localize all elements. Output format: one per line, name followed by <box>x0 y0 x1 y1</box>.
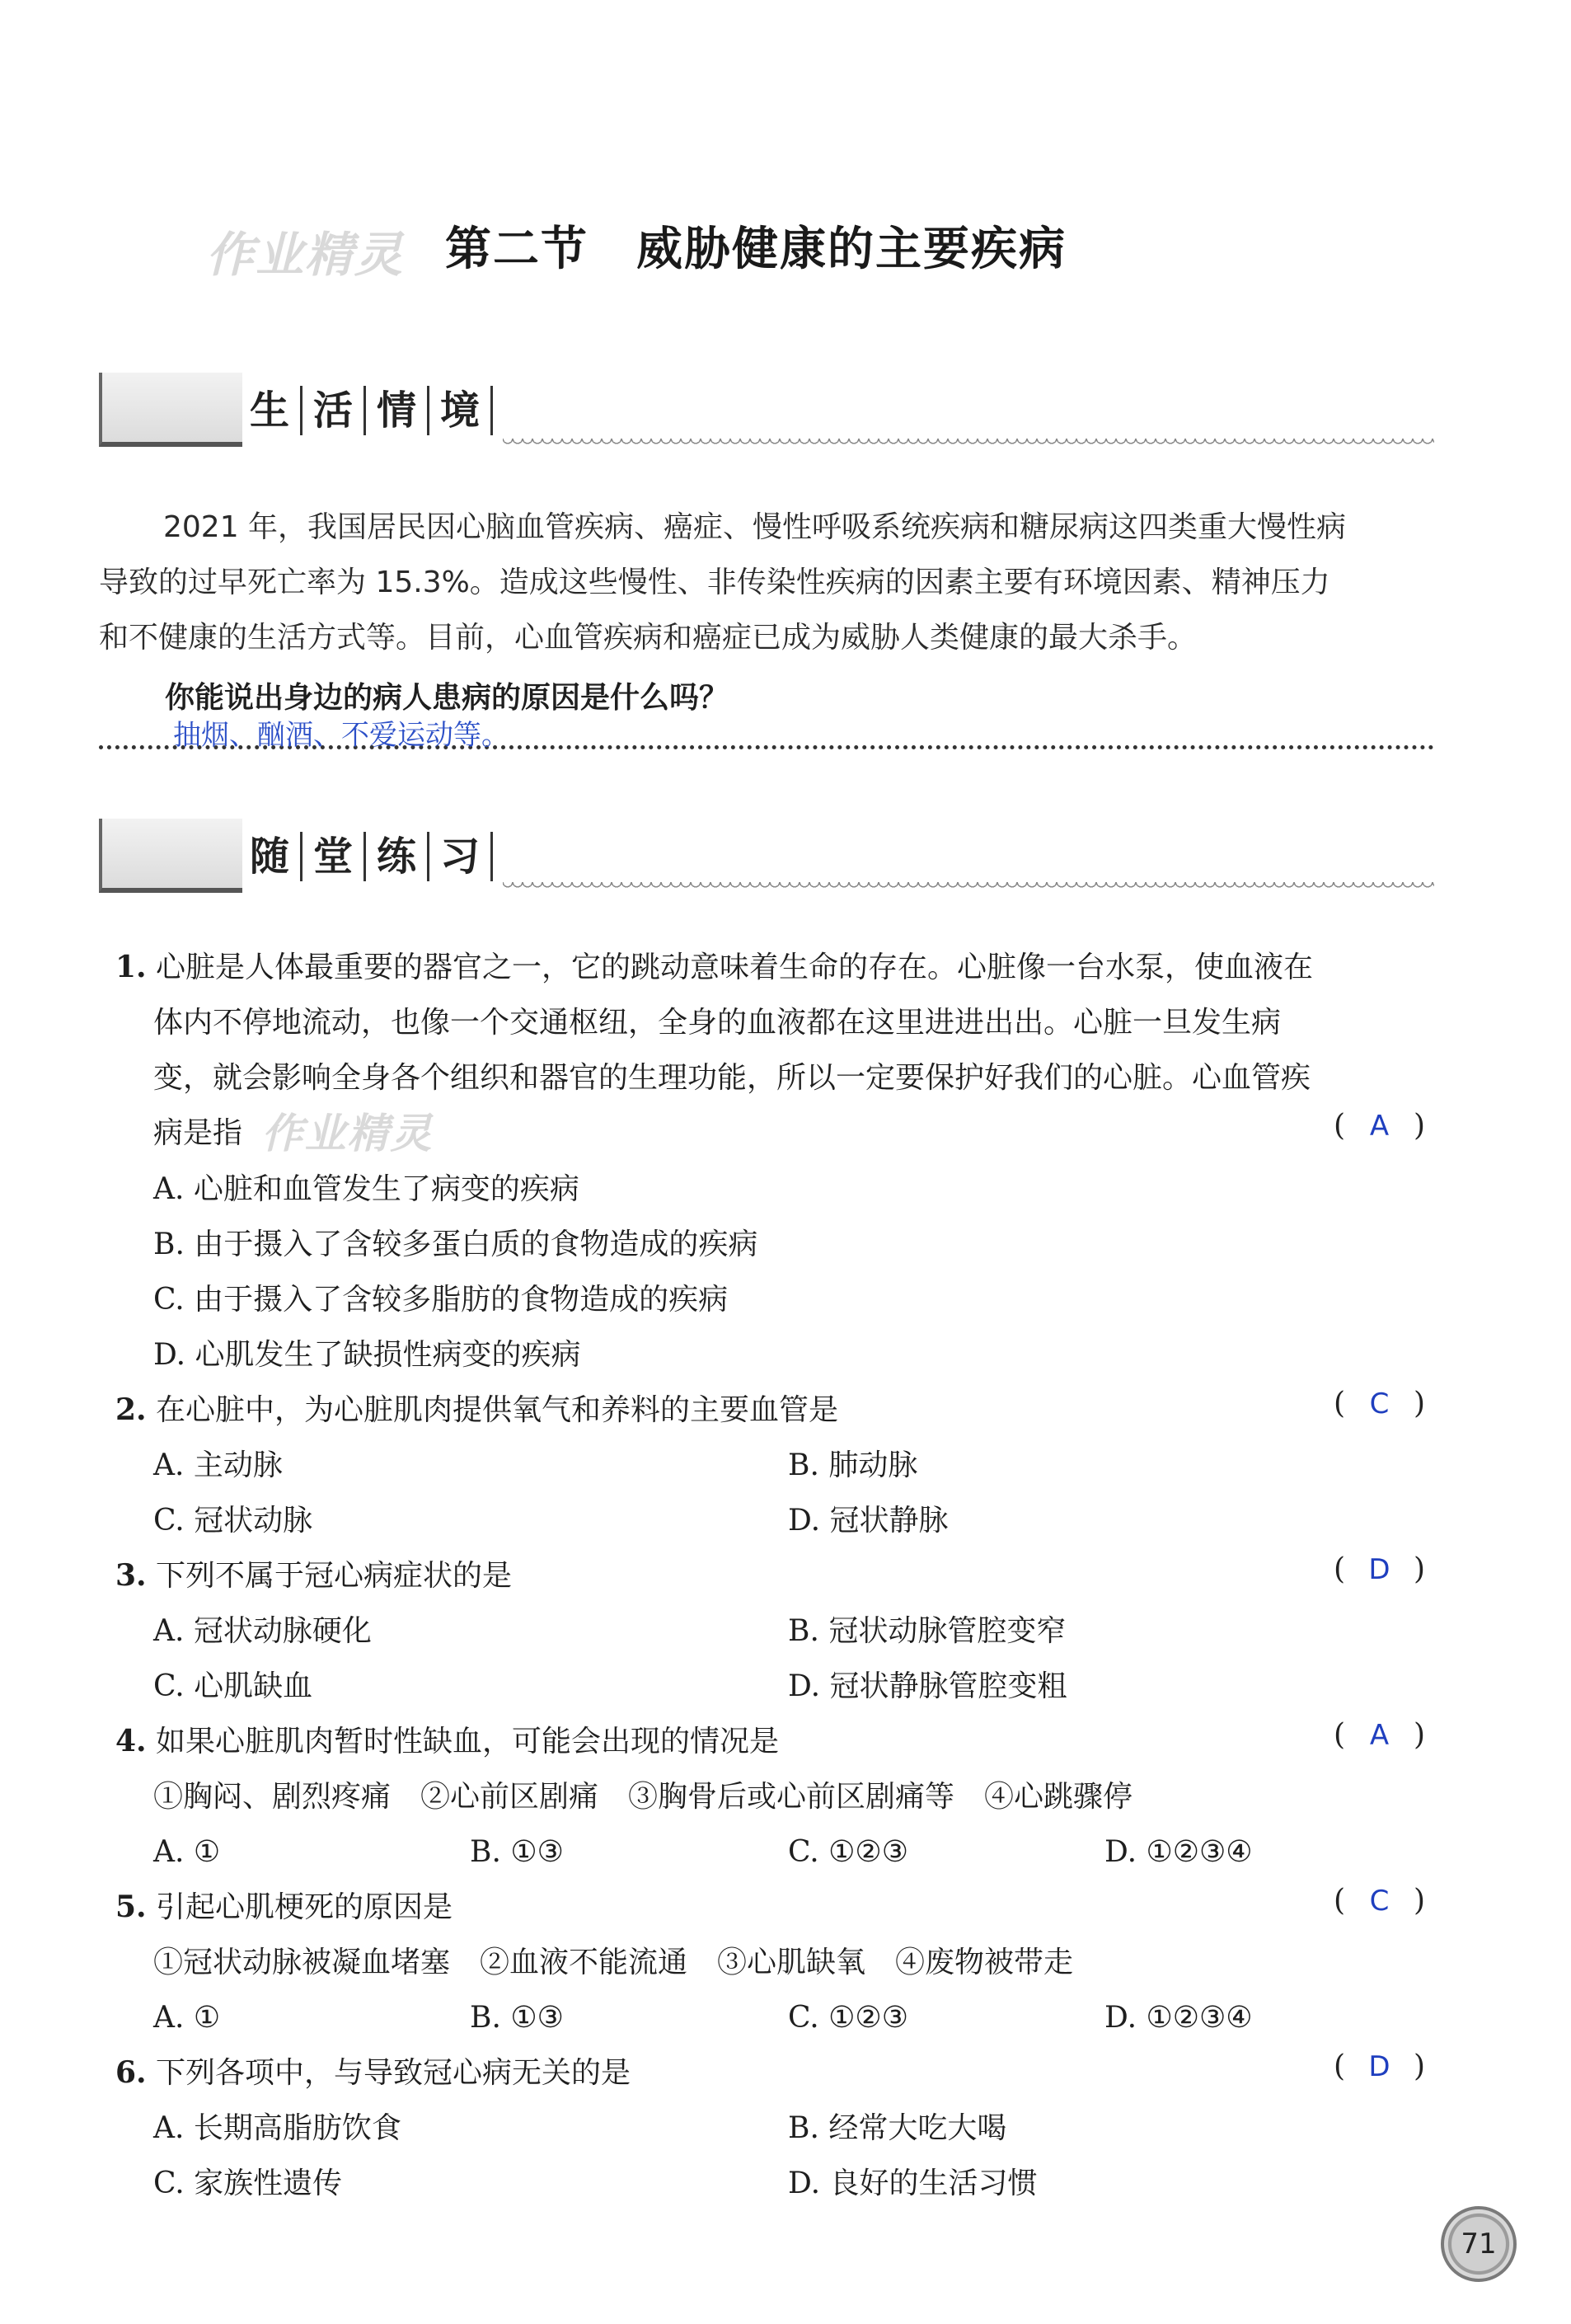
options-row <box>115 1603 1451 1659</box>
option-a: A. ① <box>153 1835 221 1869</box>
question-number: 1. <box>115 950 147 984</box>
section-title-practice <box>239 832 493 881</box>
answer-value: A <box>1369 1110 1390 1143</box>
context-question: 你能说出身边的病人患病的原因是什么吗？ <box>165 681 729 715</box>
section-title-life <box>239 386 493 435</box>
section-title-char: 堂 <box>302 832 366 881</box>
question-2 <box>115 1383 1451 1548</box>
section-divider <box>503 882 1434 890</box>
answer-bracket-5: ( C ) <box>1334 1884 1425 1918</box>
option-b: B. ①③ <box>470 1835 564 1869</box>
option-d: D. 冠状静脉管腔变粗 <box>788 1669 1067 1703</box>
question-2-line <box>115 1383 1451 1438</box>
question-5-line <box>115 1880 1451 1935</box>
section-title-char: 生 <box>239 386 302 435</box>
option-c: C. 家族性遗传 <box>153 2167 343 2200</box>
answer-bracket-2: ( C ) <box>1334 1387 1425 1420</box>
question-4 <box>115 1714 1451 1880</box>
option-b: B. ①③ <box>470 2001 564 2035</box>
option-a: A. 主动脉 <box>153 1448 283 1482</box>
question-text: 病是指 <box>153 1116 243 1150</box>
options-row <box>115 1990 1451 2045</box>
answer-bracket-1: ( A ) <box>1334 1109 1425 1143</box>
section-title-char: 情 <box>366 386 429 435</box>
option-a: A. 长期高脂肪饮食 <box>153 2111 401 2145</box>
answer-bracket-4: ( A ) <box>1334 1718 1425 1752</box>
section-title-char: 活 <box>302 386 366 435</box>
option-d: D. 良好的生活习惯 <box>788 2167 1038 2200</box>
question-1-line <box>115 940 1451 995</box>
paragraph-line: 导致的过早死亡率为 15.3%。造成这些慢性、非传染性疾病的因素主要有环境因素、精神压力 <box>99 566 1330 599</box>
page-title: 第二节 威胁健康的主要疾病 <box>445 222 1067 276</box>
option-c: C. 心肌缺血 <box>153 1669 313 1703</box>
options-row <box>115 2156 1451 2211</box>
question-1-line: 体内不停地流动，也像一个交通枢纽，全身的血液都在这里进进出出。心脏一旦发生病 <box>153 1006 1282 1040</box>
answer-value: D <box>1368 1553 1390 1586</box>
question-4-line <box>115 1714 1451 1769</box>
question-3-line <box>115 1548 1451 1603</box>
options-row <box>115 2101 1451 2156</box>
answer-value: C <box>1369 1885 1390 1918</box>
options-row <box>115 1438 1451 1493</box>
question-number: 2. <box>115 1392 147 1427</box>
option-b: B. 经常大吃大喝 <box>788 2111 1007 2145</box>
question-1 <box>115 940 1451 1383</box>
answer-bracket-3: ( D ) <box>1334 1552 1425 1586</box>
question-text: 下列各项中，与导致冠心病无关的是 <box>156 2056 631 2090</box>
handwritten-answer: 抽烟、酗酒、不爱运动等。 <box>173 719 509 752</box>
section-title-char: 境 <box>429 386 493 435</box>
question-number: 3. <box>115 1558 147 1593</box>
question-6-line <box>115 2045 1451 2101</box>
option-b: B. 冠状动脉管腔变窄 <box>788 1614 1067 1648</box>
options-row <box>115 1493 1451 1548</box>
answer-value: C <box>1369 1387 1390 1420</box>
paragraph-line: 2021 年，我国居民因心脑血管疾病、癌症、慢性呼吸系统疾病和糖尿病这四类重大慢性病 <box>163 510 1347 544</box>
question-text: 下列不属于冠心病症状的是 <box>156 1559 513 1593</box>
question-6 <box>115 2045 1451 2211</box>
question-text: 在心脏中，为心脏肌肉提供氧气和养料的主要血管是 <box>156 1393 839 1427</box>
section-title-char: 习 <box>429 832 493 881</box>
question-3 <box>115 1548 1451 1714</box>
question-number: 5. <box>115 1890 147 1924</box>
question-5 <box>115 1880 1451 2045</box>
option-a: A. ① <box>153 2001 221 2035</box>
section-title-char: 随 <box>239 832 302 881</box>
watermark-logo: 作业精灵 <box>206 227 405 283</box>
option-c: C. ①②③ <box>788 2001 908 2035</box>
option-d: D. 冠状静脉 <box>788 1504 949 1538</box>
option-c: C. ①②③ <box>788 1835 908 1869</box>
answer-value: A <box>1369 1719 1390 1752</box>
question-text: 心脏是人体最重要的器官之一，它的跳动意味着生命的存在。心脏像一台水泵，使血液在 <box>156 951 1314 984</box>
option-d: D. ①②③④ <box>1104 2001 1253 2035</box>
page-number-badge: 71 <box>1441 2206 1517 2282</box>
section-title-char: 练 <box>366 832 429 881</box>
option-a: A. 冠状动脉硬化 <box>153 1614 372 1648</box>
section-icon-life <box>99 373 242 447</box>
options-row <box>115 1659 1451 1714</box>
option-b: B. 肺动脉 <box>788 1448 918 1482</box>
question-1-line <box>115 1106 1451 1162</box>
question-text: 引起心肌梗死的原因是 <box>156 1890 453 1924</box>
question-text: 如果心脏肌肉暂时性缺血，可能会出现的情况是 <box>156 1725 780 1758</box>
option-a: A. 心脏和血管发生了病变的疾病 <box>153 1172 579 1206</box>
option-d: D. ①②③④ <box>1104 1835 1253 1869</box>
option-c: C. 冠状动脉 <box>153 1504 313 1538</box>
question-1-line: 变，就会影响全身各个组织和器官的生理功能，所以一定要保护好我们的心脏。心血管疾 <box>153 1061 1311 1095</box>
answer-value: D <box>1368 2050 1390 2083</box>
option-c: C. 由于摄入了含较多脂肪的食物造成的疾病 <box>153 1283 729 1317</box>
answer-line <box>99 717 1434 752</box>
option-b: B. 由于摄入了含较多蛋白质的食物造成的疾病 <box>153 1228 758 1261</box>
question-number: 4. <box>115 1724 147 1758</box>
statements: ①冠状动脉被凝血堵塞 ②血液不能流通 ③心肌缺氧 ④废物被带走 <box>153 1946 1074 1979</box>
paragraph-line: 和不健康的生活方式等。目前，心血管疾病和癌症已成为威胁人类健康的最大杀手。 <box>99 621 1198 655</box>
context-paragraph <box>99 500 1451 665</box>
answer-bracket-6: ( D ) <box>1334 2049 1425 2083</box>
option-d: D. 心肌发生了缺损性病变的疾病 <box>153 1338 581 1372</box>
watermark-logo: 作业精灵 <box>261 1110 434 1157</box>
statements: ①胸闷、剧烈疼痛 ②心前区剧痛 ③胸骨后或心前区剧痛等 ④心跳骤停 <box>153 1780 1133 1814</box>
options-row <box>115 1824 1451 1880</box>
section-icon-practice <box>99 819 242 893</box>
section-divider <box>503 439 1434 447</box>
question-number: 6. <box>115 2055 147 2090</box>
